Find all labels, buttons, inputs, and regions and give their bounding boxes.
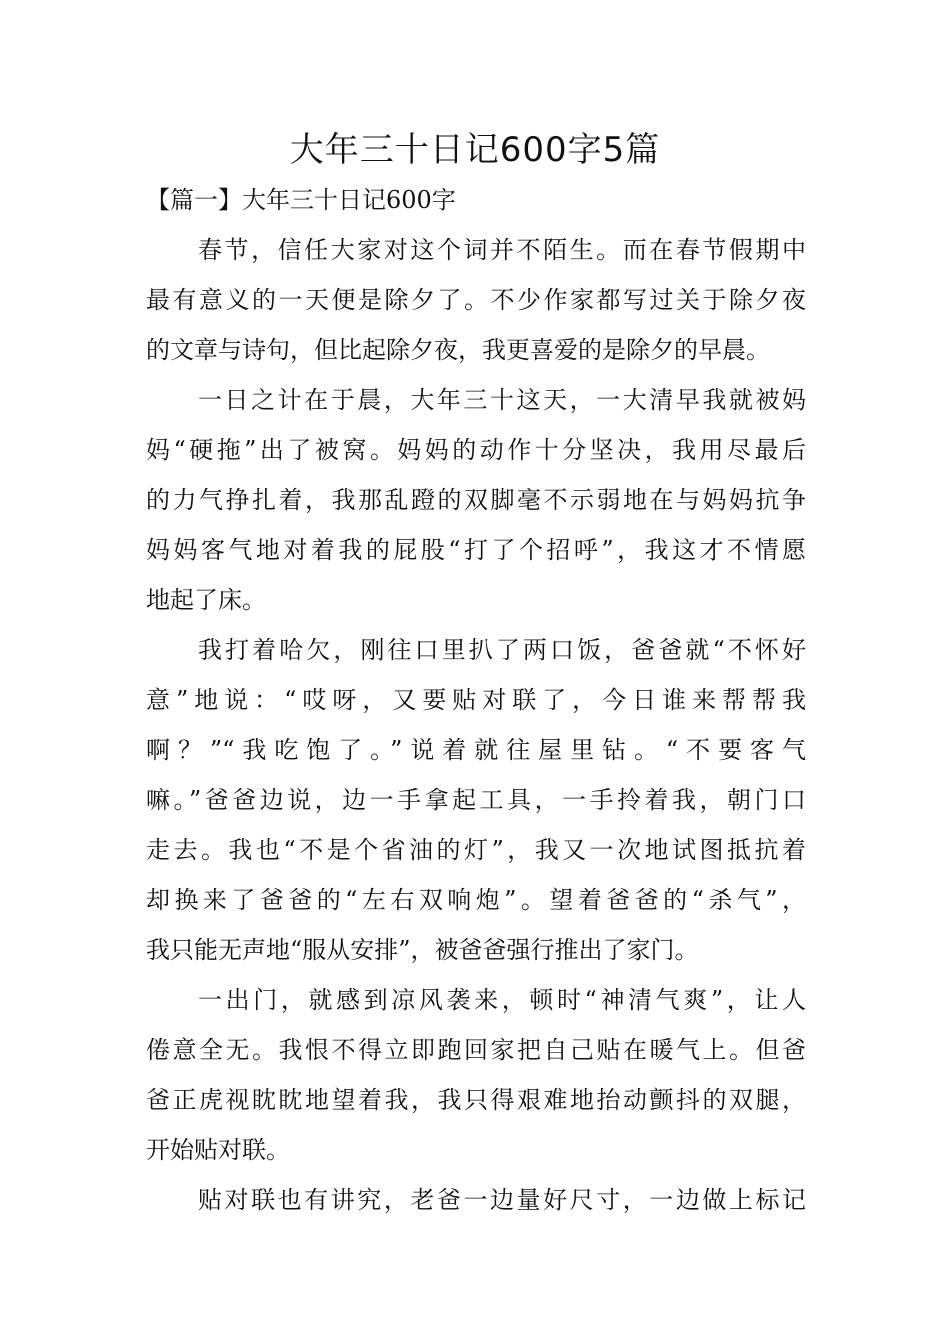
paragraph bbox=[146, 375, 806, 625]
paragraph-line: 我打着哈欠，刚往口里扒了两口饭，爸爸就“不怀好 bbox=[198, 636, 806, 664]
paragraph-line: 地起了床。 bbox=[146, 586, 266, 614]
paragraph-line: 嘛。”爸爸边说，边一手拿起工具，一手拎着我，朝门口 bbox=[146, 786, 806, 814]
document-title: 大年三十日记600字5篇 bbox=[289, 130, 661, 170]
paragraph-line: 妈妈客气地对着我的屁股“打了个招呼”，我这才不情愿 bbox=[146, 536, 806, 564]
paragraph-line: 倦意全无。我恨不得立即跑回家把自己贴在暖气上。但爸 bbox=[146, 1036, 806, 1064]
paragraph bbox=[146, 625, 806, 975]
paragraph-line: 贴对联也有讲究，老爸一边量好尺寸，一边做上标记 bbox=[198, 1186, 806, 1214]
paragraph-line: 爸正虎视眈眈地望着我，我只得艰难地抬动颤抖的双腿， bbox=[146, 1086, 806, 1114]
paragraph-line: 我只能无声地“服从安排”，被爸爸强行推出了家门。 bbox=[146, 936, 699, 964]
paragraph-line: 一日之计在于晨，大年三十这天，一大清早我就被妈 bbox=[198, 386, 806, 414]
paragraph bbox=[146, 1175, 806, 1225]
paragraph bbox=[146, 225, 806, 375]
paragraph-line: 走去。我也“不是个省油的灯”，我又一次地试图抵抗着 bbox=[146, 836, 806, 864]
paragraph-line: 妈“硬拖”出了被窝。妈妈的动作十分坚决，我用尽最后 bbox=[146, 436, 806, 464]
paragraph-line: 啊？”“我吃饱了。”说着就往屋里钻。“不要客气 bbox=[146, 736, 806, 764]
paragraph bbox=[146, 975, 806, 1175]
section-heading: 【篇一】大年三十日记600字 bbox=[146, 186, 456, 214]
paragraph-line: 的文章与诗句，但比起除夕夜，我更喜爱的是除夕的早晨。 bbox=[146, 336, 770, 364]
paragraph-line: 却换来了爸爸的“左右双响炮”。望着爸爸的“杀气”， bbox=[146, 886, 806, 914]
paragraph-line: 开始贴对联。 bbox=[146, 1136, 290, 1164]
document-body bbox=[146, 175, 806, 1225]
paragraph-line: 最有意义的一天便是除夕了。不少作家都写过关于除夕夜 bbox=[146, 286, 806, 314]
paragraph-line: 春节，信任大家对这个词并不陌生。而在春节假期中 bbox=[198, 236, 806, 264]
paragraph-line: 一出门，就感到凉风袭来，顿时“神清气爽”，让人 bbox=[198, 986, 806, 1014]
paragraph-line: 意”地说：“哎呀，又要贴对联了，今日谁来帮帮我 bbox=[146, 686, 806, 714]
paragraph-line: 的力气挣扎着，我那乱蹬的双脚毫不示弱地在与妈妈抗争 bbox=[146, 486, 806, 514]
